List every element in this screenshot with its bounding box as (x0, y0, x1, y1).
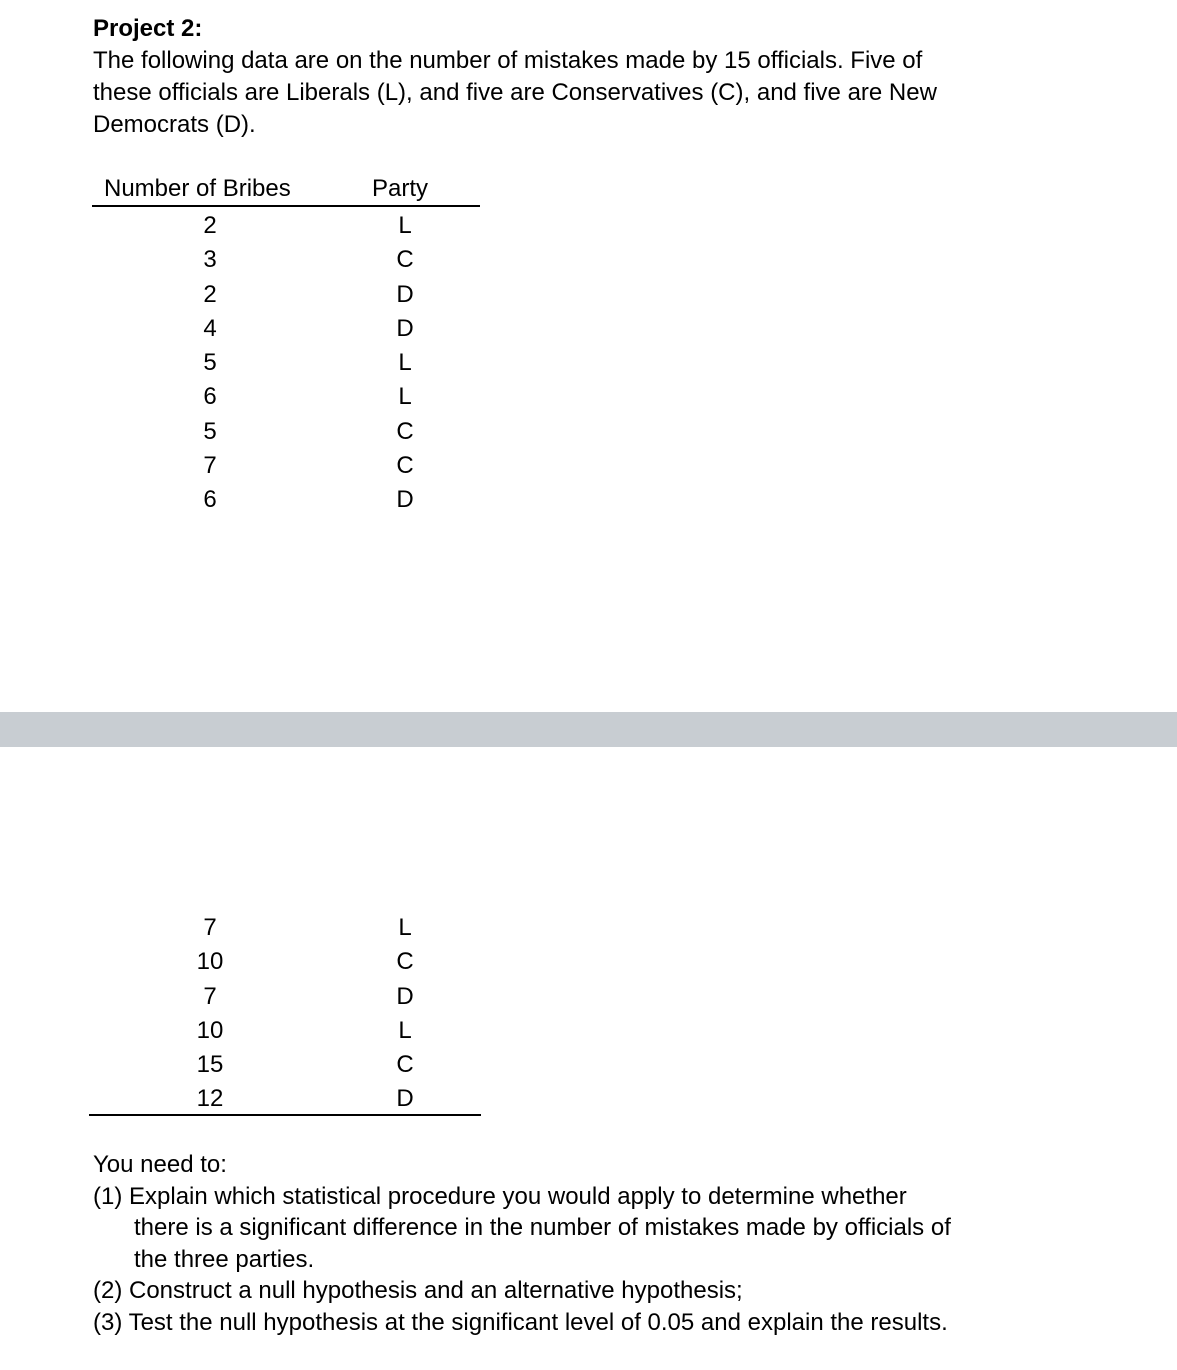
party-cell: C (396, 1051, 414, 1079)
party-cell: D (396, 314, 414, 342)
table-bottom-rule (89, 1114, 481, 1116)
bribes-cell: 2 (203, 212, 217, 239)
party-cell: L (398, 212, 412, 239)
party-cell: D (396, 1085, 414, 1113)
party-cell: C (396, 417, 414, 445)
task-item-line: (2) Construct a null hypothesis and an alternative hypothesis; (93, 1277, 743, 1304)
bribes-cell: 3 (203, 246, 217, 274)
table-row (0, 346, 500, 380)
table-row (0, 1082, 500, 1116)
table-row (0, 483, 500, 517)
task-heading: You need to: (93, 1151, 227, 1178)
table-body-top (0, 209, 500, 518)
table-row (0, 209, 500, 243)
table-row (0, 980, 500, 1014)
table-row (0, 1048, 500, 1082)
table-row (0, 312, 500, 346)
table-row (0, 945, 500, 979)
bribes-cell: 10 (196, 1016, 224, 1044)
party-cell: D (396, 486, 414, 514)
table-body-bottom (0, 911, 500, 1117)
table-row (0, 415, 500, 449)
task-item-line: (3) Test the null hypothesis at the significant level of 0.05 and explain the results. (93, 1308, 948, 1336)
intro-line: these officials are Liberals (L), and five are Conservatives (C), and five are New (93, 79, 937, 106)
table-top-rule (92, 205, 480, 207)
bribes-cell: 7 (203, 452, 217, 480)
table-row (0, 243, 500, 277)
table-row (0, 449, 500, 483)
bribes-cell: 10 (196, 948, 224, 976)
bribes-cell: 4 (203, 314, 217, 342)
party-cell: C (396, 246, 414, 274)
page-break-divider (0, 712, 1177, 747)
intro-line: Democrats (D). (93, 111, 256, 138)
party-cell: D (396, 982, 414, 1010)
bribes-cell: 6 (203, 486, 217, 514)
bribes-cell: 5 (203, 417, 217, 445)
task-item-line: there is a significant difference in the number of mistakes made by officials of (134, 1214, 951, 1241)
table-row (0, 380, 500, 414)
bribes-cell: 7 (203, 982, 217, 1010)
party-cell: C (396, 452, 414, 480)
intro-line: The following data are on the number of mistakes made by 15 officials. Five of (93, 47, 923, 74)
task-item-line: (1) Explain which statistical procedure you would apply to determine whether (93, 1182, 907, 1210)
bribes-cell: 12 (196, 1085, 224, 1113)
table-row (0, 1014, 500, 1048)
party-cell: L (398, 349, 412, 377)
party-cell: D (396, 280, 414, 308)
intro-paragraph (93, 45, 1093, 141)
page-title: Project 2: (93, 15, 203, 42)
task-list (93, 1149, 1153, 1338)
bribes-cell: 15 (196, 1051, 224, 1079)
party-cell: C (396, 948, 414, 976)
party-cell: L (398, 914, 412, 941)
bribes-cell: 6 (203, 383, 217, 411)
column-header-bribes: Number of Bribes (104, 175, 291, 202)
task-item-line: the three parties. (134, 1245, 315, 1273)
column-header-party: Party (372, 175, 429, 202)
bribes-cell: 2 (203, 280, 217, 308)
bribes-cell: 7 (203, 914, 217, 941)
table-row (0, 911, 500, 945)
bribes-cell: 5 (203, 349, 217, 377)
party-cell: L (398, 383, 412, 411)
table-row (0, 278, 500, 312)
party-cell: L (398, 1016, 412, 1044)
